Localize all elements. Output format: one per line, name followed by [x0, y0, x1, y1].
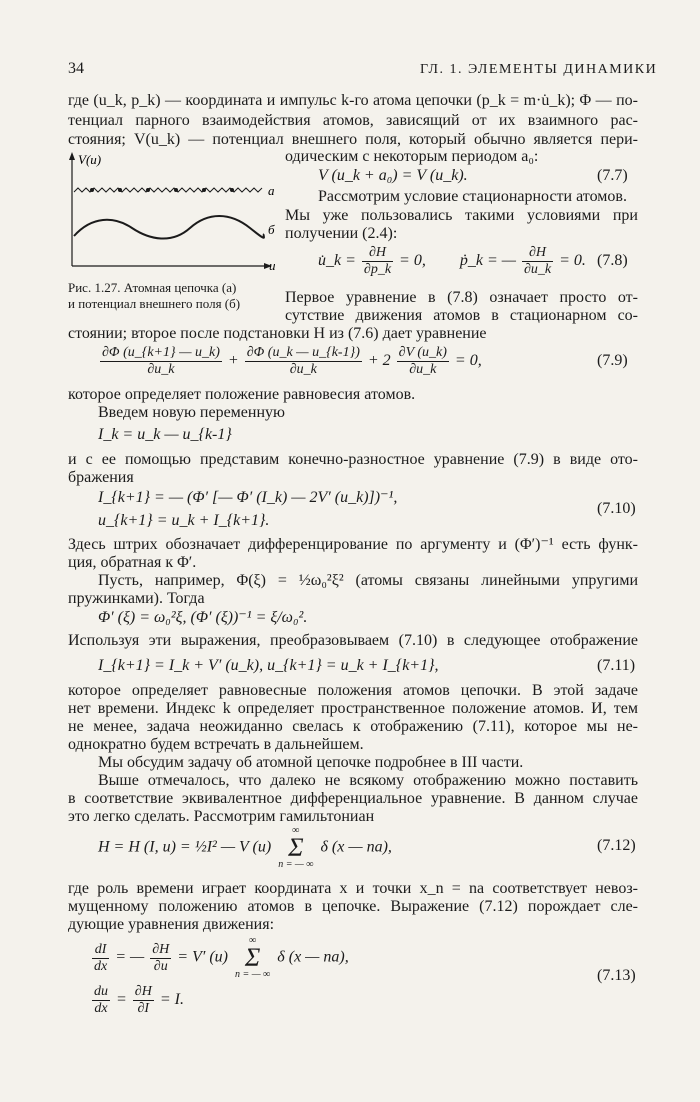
text-line: стояния; V(u_k) — потенциал внешнего поля, который обычно является пери-: [68, 131, 638, 148]
text-line: Здесь штрих обозначает дифференцирование по аргументу и (Φ′)⁻¹ есть функ-: [68, 536, 638, 553]
equation-label: (7.12): [597, 837, 636, 854]
equation-7-10-line-1: I_{k+1} = — (Φ′ [— Φ′ (I_k) — 2V′ (u_k)])⁻¹,: [98, 489, 398, 506]
eq-part: = 0,: [454, 352, 482, 370]
eq-part: = —: [115, 948, 145, 966]
text-line: Введем новую переменную: [98, 404, 285, 421]
text-line: в соответствие эквивалентное дифференциальное уравнение. В данном случае: [68, 790, 638, 807]
denominator: ∂u_k: [289, 362, 317, 377]
text-line: одическим с некоторым периодом a₀:: [285, 148, 539, 165]
text-line: которое определяет равновесные положения атомов цепочки. В этой задаче: [68, 682, 638, 699]
eq-part: = 0.: [559, 252, 586, 270]
equation-7-8: [318, 245, 586, 278]
text-line: Мы обсудим задачу об атомной цепочке подробнее в III части.: [98, 754, 524, 771]
potential-curve: [74, 216, 264, 239]
text-line: не менее, задача неожиданно свелась к отображению (7.11), которое мы не-: [68, 718, 638, 735]
sum-operator: [278, 826, 313, 870]
equation-label: (7.8): [597, 252, 628, 269]
figure-1-27-svg: [62, 148, 282, 278]
figure-y-label: V(u): [78, 152, 102, 167]
numerator: ∂Φ (u_{k+1} — u_k): [102, 345, 220, 360]
fraction: [92, 984, 110, 1017]
text-line: получении (2.4):: [285, 225, 398, 242]
equation-7-13-line-1: [90, 936, 349, 980]
sum-operator: [235, 936, 270, 980]
numerator: ∂H: [522, 245, 553, 262]
fraction: [100, 345, 222, 378]
text-line: и с ее помощью представим конечно-разностное уравнение (7.9) в виде ото-: [68, 451, 638, 468]
text-line: Мы уже пользовались такими условиями при: [285, 207, 638, 224]
numerator: du: [94, 984, 108, 999]
denominator: ∂u: [153, 958, 168, 974]
sum-upper-limit: ∞: [249, 935, 257, 946]
text-line: стоянии; второе после подстановки H из (7.6) дает уравнение: [68, 325, 487, 342]
figure-x-label: u: [269, 258, 276, 273]
text-line: Пусть, например, Φ(ξ) = ½ω₀²ξ² (атомы связаны линейными упругими: [98, 572, 638, 589]
text-line: это легко сделать. Рассмотрим гамильтониан: [68, 808, 375, 825]
eq-part: =: [116, 991, 127, 1009]
eq-part: +: [227, 352, 239, 370]
eq-part: = 0,: [399, 252, 426, 270]
denominator: ∂p_k: [363, 262, 392, 277]
equation-label: (7.11): [597, 657, 636, 674]
text-line: бражения: [68, 469, 134, 486]
equation-i-k: I_k = u_k — u_{k-1}: [98, 426, 232, 443]
text-line: Рассмотрим условие стационарности атомов.: [318, 188, 627, 205]
text-line: где (u_k, p_k) — координата и импульс k-го атома цепочки (p_k = m·u̇_k); Φ — по-: [68, 92, 638, 109]
fraction: [245, 345, 362, 378]
denominator: dx: [94, 1001, 108, 1016]
curve-label-b: б: [268, 222, 275, 237]
numerator: ∂H: [152, 941, 170, 957]
curve-label-a: а: [268, 183, 275, 198]
numerator: ∂H: [362, 245, 393, 262]
text-line: ция, обратная к Φ′.: [68, 554, 197, 571]
text-line: мущенному положению атомов в цепочке. Выражение (7.12) порождает сле-: [68, 898, 638, 915]
equation-label: (7.7): [597, 167, 628, 184]
eq-part: + 2: [367, 352, 391, 370]
text-line: которое определяет положение равновесия атомов.: [68, 386, 416, 403]
numerator: ∂Φ (u_k — u_{k-1}): [246, 345, 360, 360]
numerator: ∂V (u_k): [398, 345, 447, 360]
fraction: [92, 942, 109, 975]
text-line: Используя эти выражения, преобразовываем (7.10) в следующее отображение: [68, 632, 638, 649]
eq-part: = V′ (u): [177, 948, 229, 966]
equation-7-13-line-2: [90, 984, 184, 1017]
denominator: dx: [94, 958, 108, 974]
denominator: ∂u_k: [523, 262, 552, 277]
equation-7-11: I_{k+1} = I_k + V′ (u_k), u_{k+1} = u_k + I_{k+1},: [98, 657, 439, 674]
text-line: Первое уравнение в (7.8) означает просто от-: [285, 289, 638, 306]
sum-sign: Σ: [244, 943, 261, 972]
text-line: дующие уравнения движения:: [68, 916, 275, 933]
sum-lower-limit: n = — ∞: [235, 969, 271, 980]
equation-7-10-line-2: u_{k+1} = u_k + I_{k+1}.: [98, 512, 270, 529]
equation-7-9: [98, 345, 482, 378]
equation-7-12: [98, 826, 392, 870]
figure-1-27: [62, 148, 282, 278]
numerator: dI: [92, 942, 109, 959]
equation-label: (7.9): [597, 352, 628, 369]
text-line: где роль времени играет координата x и точки x_n = na соответствует невоз-: [68, 880, 638, 897]
text-line: Выше отмечалось, что далеко не всякому отображению можно поставить: [98, 772, 638, 789]
text-line: тенциал парного взаимодействия атомов, зависящий от их взаимного рас-: [68, 112, 638, 129]
fraction: [133, 984, 154, 1017]
eq-part: u̇_k =: [318, 252, 356, 270]
text-line: пружинками). Тогда: [68, 590, 205, 607]
denominator: ∂u_k: [409, 362, 437, 377]
equation-7-7: V (u_k + a₀) = V (u_k).: [318, 167, 468, 184]
text-line: однократно будем встречать в дальнейшем.: [68, 736, 364, 753]
fraction: [362, 245, 393, 278]
equation-label: (7.10): [597, 500, 636, 517]
sum-upper-limit: ∞: [292, 825, 300, 836]
running-header: ГЛ. 1. ЭЛЕМЕНТЫ ДИНАМИКИ: [420, 62, 658, 77]
fraction: [522, 245, 553, 278]
fraction: [150, 942, 171, 975]
denominator: ∂I: [137, 1001, 150, 1016]
page-number: 34: [68, 60, 84, 77]
text-line: нет времени. Индекс k определяет пространственное положение атомов. И, тем: [68, 700, 638, 717]
eq-part: δ (x — na),: [277, 948, 349, 966]
text-line: сутствие движения атомов в стационарном со-: [285, 307, 638, 324]
figure-caption: и потенциал внешнего поля (б): [68, 296, 241, 311]
sum-lower-limit: n = — ∞: [278, 859, 314, 870]
denominator: ∂u_k: [147, 362, 175, 377]
eq-part: = I.: [159, 991, 184, 1009]
fraction: [397, 345, 449, 378]
numerator: ∂H: [134, 984, 152, 999]
eq-part: ṗ_k = —: [459, 252, 516, 270]
figure-caption: Рис. 1.27. Атомная цепочка (а): [68, 280, 237, 295]
equation-label: (7.13): [597, 967, 636, 984]
eq-part: δ (x — na),: [320, 838, 392, 856]
equation-phi: Φ′ (ξ) = ω₀²ξ, (Φ′ (ξ))⁻¹ = ξ/ω₀².: [98, 609, 308, 626]
sum-sign: Σ: [288, 833, 304, 862]
eq-part: H = H (I, u) = ½I² — V (u): [98, 838, 272, 856]
